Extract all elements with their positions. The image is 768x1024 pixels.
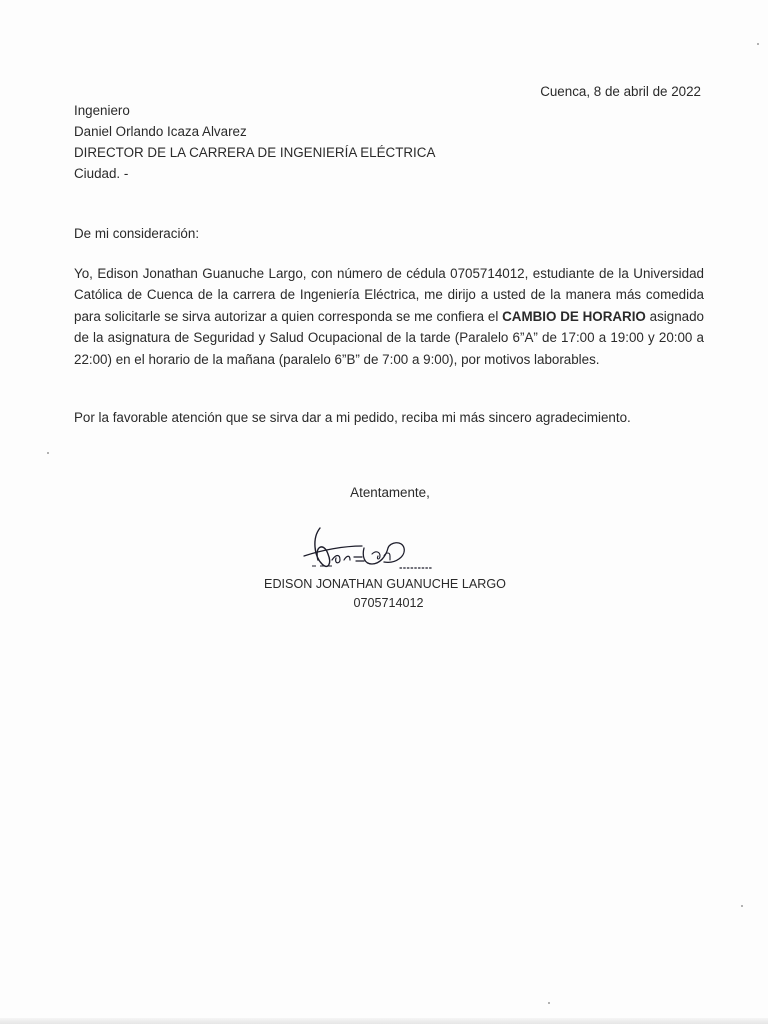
signatory-name: EDISON JONATHAN GUANUCHE LARGO	[264, 577, 506, 591]
recipient-city: Ciudad. -	[74, 166, 129, 181]
scan-speck	[47, 452, 49, 454]
greeting: De mi consideración:	[74, 226, 200, 241]
signatory-id-number: 0705714012	[353, 596, 424, 610]
closing-sentence: Por la favorable atención que se sirva dar a mi pedido, reciba mi más sincero agradecimiento.	[74, 410, 631, 425]
body-text-part1: Yo, Edison Jonathan Guanuche Largo, con número de cédula 0705714012, estudiante de la Universidad Católica de Cuenca de la carrera de Ingeniería Eléctrica, me dirijo a usted de la manera más comedida para solicitarle se sirva autorizar a quien corresponda se me confiera el	[74, 266, 704, 324]
scan-speck	[757, 43, 759, 45]
scan-speck	[548, 1002, 550, 1004]
recipient-block	[74, 100, 435, 184]
body-emphasis: CAMBIO DE HORARIO	[502, 308, 646, 324]
scan-bottom-edge	[0, 1018, 768, 1024]
recipient-name: Daniel Orlando Icaza Alvarez	[74, 124, 247, 139]
letter-body	[74, 263, 704, 370]
letter-date: Cuenca, 8 de abril de 2022	[540, 84, 701, 99]
scan-speck	[741, 905, 743, 907]
farewell: Atentamente,	[350, 485, 430, 500]
body-text-part2: asignado de la asignatura de Seguridad y Salud Ocupacional de la tarde (Paralelo 6”A” de 17:00 a 19:00 y 20:00 a 22:00) en el horario de la mañana (paralelo 6”B” de 7:00 a 9:00), por motivos laborables.	[74, 308, 705, 367]
recipient-title: Ingeniero	[74, 103, 130, 118]
recipient-position: DIRECTOR DE LA CARRERA DE INGENIERÍA ELÉCTRICA	[74, 145, 436, 160]
